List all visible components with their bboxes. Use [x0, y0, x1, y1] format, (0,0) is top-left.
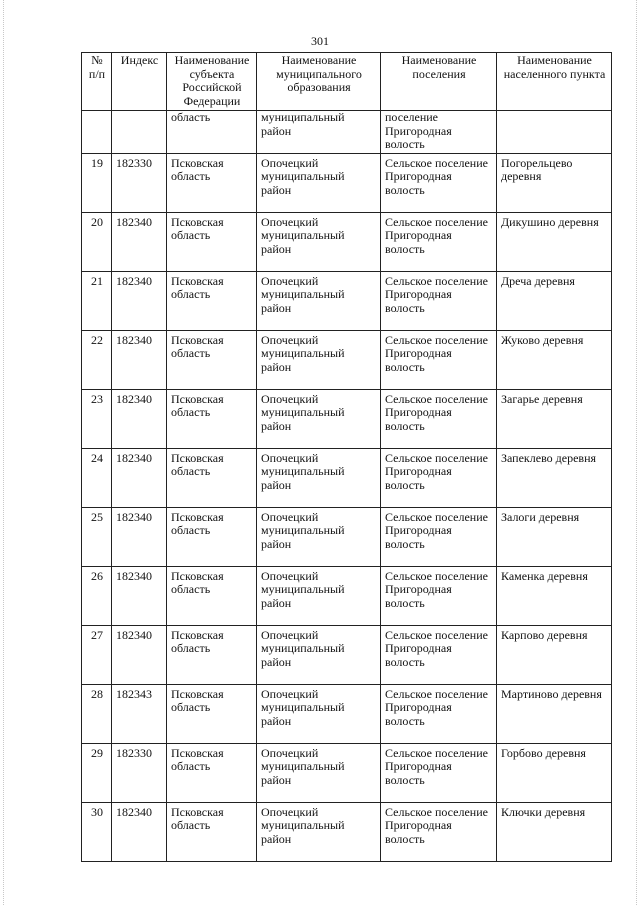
cell-index: 182343: [112, 684, 167, 743]
cell-number: 26: [82, 566, 112, 625]
cell-index: 182340: [112, 507, 167, 566]
cell-subject: Псковская область: [167, 743, 257, 802]
cell-locality: Мартиново деревня: [497, 684, 612, 743]
table-row: [82, 507, 612, 566]
cell-settlement: поселение Пригородная волость: [381, 111, 497, 154]
page-number: 301: [311, 34, 329, 48]
cell-locality: Ключки деревня: [497, 802, 612, 861]
cell-subject: Псковская область: [167, 153, 257, 212]
cell-municipality: Опочецкий муниципальный район: [257, 389, 381, 448]
cell-subject: Псковская область: [167, 684, 257, 743]
cell-municipality: Опочецкий муниципальный район: [257, 743, 381, 802]
cell-municipality: Опочецкий муниципальный район: [257, 271, 381, 330]
cell-subject: Псковская область: [167, 625, 257, 684]
cell-number: 27: [82, 625, 112, 684]
cell-number: 29: [82, 743, 112, 802]
cell-locality: Погорельцево деревня: [497, 153, 612, 212]
cell-settlement: Сельское поселение Пригородная волость: [381, 389, 497, 448]
cell-subject: Псковская область: [167, 802, 257, 861]
cell-settlement: Сельское поселение Пригородная волость: [381, 212, 497, 271]
cell-index: 182340: [112, 566, 167, 625]
cell-number: 23: [82, 389, 112, 448]
table-row: [82, 684, 612, 743]
cell-subject: Псковская область: [167, 271, 257, 330]
cell-number: 19: [82, 153, 112, 212]
table-row: [82, 153, 612, 212]
header-index: Индекс: [112, 53, 167, 111]
table-row: [82, 566, 612, 625]
cell-municipality: Опочецкий муниципальный район: [257, 153, 381, 212]
cell-settlement: Сельское поселение Пригородная волость: [381, 566, 497, 625]
table-row: [82, 212, 612, 271]
cell-number: [82, 111, 112, 154]
table-header-row: [82, 53, 612, 111]
cell-locality: Дреча деревня: [497, 271, 612, 330]
cell-index: 182330: [112, 743, 167, 802]
table-row: [82, 389, 612, 448]
table-row: [82, 448, 612, 507]
cell-index: 182330: [112, 153, 167, 212]
cell-index: 182340: [112, 389, 167, 448]
cell-number: 25: [82, 507, 112, 566]
cell-locality: Каменка деревня: [497, 566, 612, 625]
cell-subject: Псковская область: [167, 212, 257, 271]
cell-subject: Псковская область: [167, 330, 257, 389]
cell-number: 22: [82, 330, 112, 389]
cell-locality: [497, 111, 612, 154]
cell-settlement: Сельское поселение Пригородная волость: [381, 507, 497, 566]
cell-settlement: Сельское поселение Пригородная волость: [381, 625, 497, 684]
cell-number: 30: [82, 802, 112, 861]
cell-settlement: Сельское поселение Пригородная волость: [381, 802, 497, 861]
cell-settlement: Сельское поселение Пригородная волость: [381, 153, 497, 212]
table-row-continuation: [82, 111, 612, 154]
cell-locality: Залоги деревня: [497, 507, 612, 566]
cell-settlement: Сельское поселение Пригородная волость: [381, 743, 497, 802]
header-number: № п/п: [82, 53, 112, 111]
locality-table: [81, 52, 612, 862]
cell-number: 24: [82, 448, 112, 507]
table-row: [82, 743, 612, 802]
cell-number: 20: [82, 212, 112, 271]
cell-locality: Запеклево деревня: [497, 448, 612, 507]
cell-locality: Горбово деревня: [497, 743, 612, 802]
header-settlement: Наименование поселения: [381, 53, 497, 111]
table-row: [82, 802, 612, 861]
cell-municipality: Опочецкий муниципальный район: [257, 448, 381, 507]
cell-locality: Дикушино деревня: [497, 212, 612, 271]
cell-subject: Псковская область: [167, 448, 257, 507]
cell-municipality: Опочецкий муниципальный район: [257, 566, 381, 625]
table-row: [82, 330, 612, 389]
cell-locality: Карпово деревня: [497, 625, 612, 684]
cell-locality: Жуково деревня: [497, 330, 612, 389]
cell-municipality: Опочецкий муниципальный район: [257, 684, 381, 743]
cell-subject: область: [167, 111, 257, 154]
cell-municipality: Опочецкий муниципальный район: [257, 625, 381, 684]
cell-subject: Псковская область: [167, 566, 257, 625]
header-municipality: Наименование муниципального образования: [257, 53, 381, 111]
header-locality: Наименование населенного пункта: [497, 53, 612, 111]
table-body: [82, 111, 612, 862]
cell-settlement: Сельское поселение Пригородная волость: [381, 684, 497, 743]
cell-municipality: Опочецкий муниципальный район: [257, 507, 381, 566]
cell-index: 182340: [112, 212, 167, 271]
cell-locality: Загарье деревня: [497, 389, 612, 448]
cell-index: 182340: [112, 448, 167, 507]
scan-edge-right: [636, 0, 638, 905]
header-subject: Наименование субъекта Российской Федерации: [167, 53, 257, 111]
cell-index: 182340: [112, 330, 167, 389]
cell-municipality: Опочецкий муниципальный район: [257, 212, 381, 271]
table-row: [82, 625, 612, 684]
cell-number: 21: [82, 271, 112, 330]
table-row: [82, 271, 612, 330]
cell-subject: Псковская область: [167, 389, 257, 448]
cell-settlement: Сельское поселение Пригородная волость: [381, 271, 497, 330]
cell-settlement: Сельское поселение Пригородная волость: [381, 448, 497, 507]
cell-municipality: Опочецкий муниципальный район: [257, 330, 381, 389]
cell-subject: Псковская область: [167, 507, 257, 566]
cell-index: 182340: [112, 802, 167, 861]
cell-index: [112, 111, 167, 154]
cell-number: 28: [82, 684, 112, 743]
scan-edge-left: [3, 0, 5, 905]
cell-municipality: муниципальный район: [257, 111, 381, 154]
cell-index: 182340: [112, 625, 167, 684]
cell-index: 182340: [112, 271, 167, 330]
cell-municipality: Опочецкий муниципальный район: [257, 802, 381, 861]
cell-settlement: Сельское поселение Пригородная волость: [381, 330, 497, 389]
